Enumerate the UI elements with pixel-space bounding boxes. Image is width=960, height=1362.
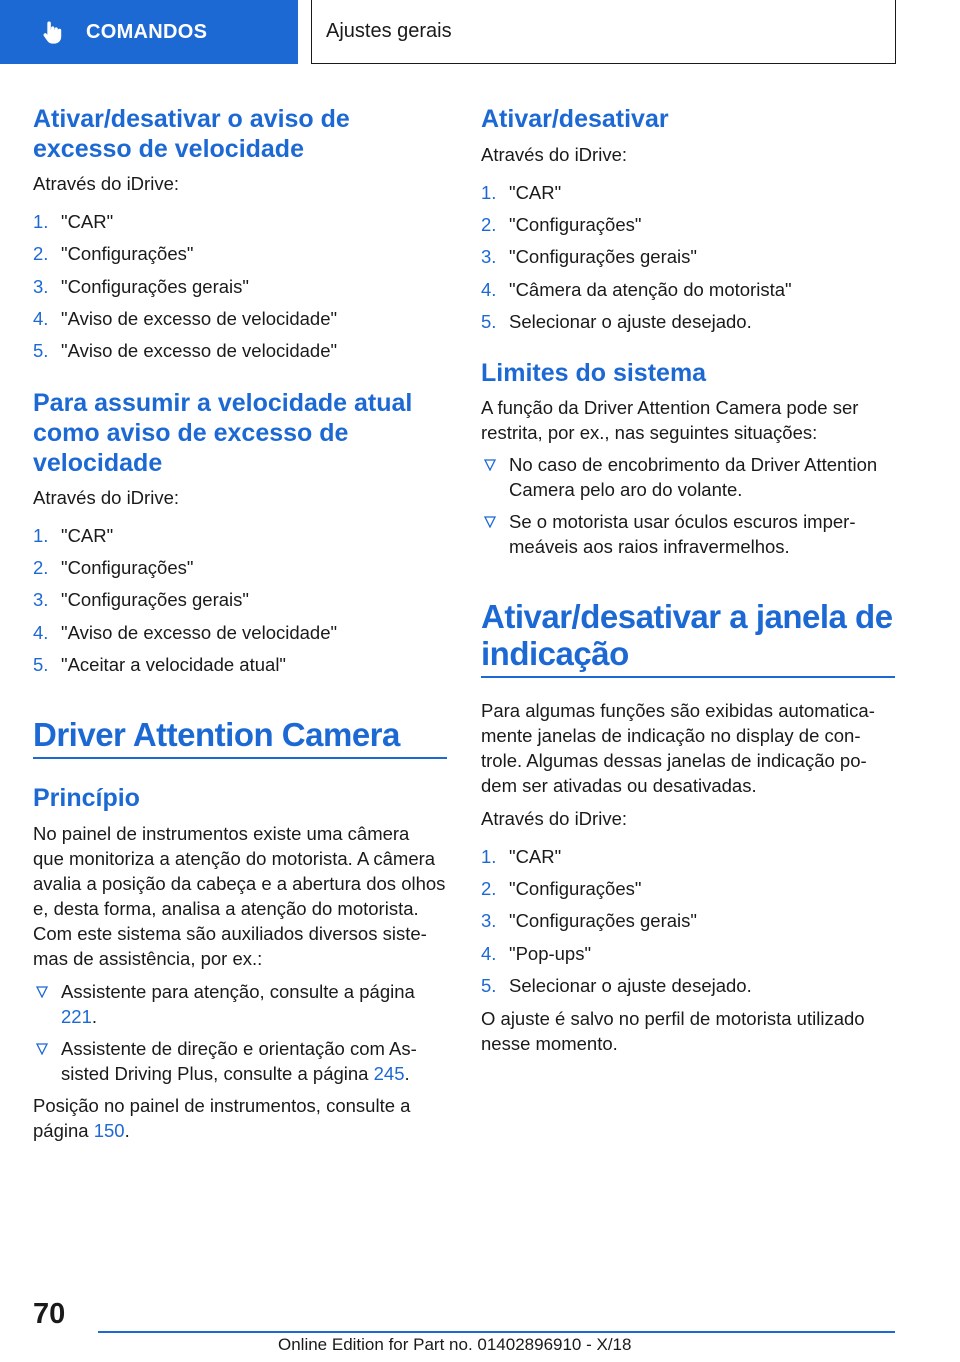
step-number: 2. xyxy=(33,557,49,578)
page-link-245[interactable]: 245 xyxy=(373,1063,405,1084)
text-line: que monitoriza a atenção do motorista. A câmera xyxy=(33,848,436,869)
text-line: dem ser ativadas ou desativadas. xyxy=(481,775,757,796)
step-number: 1. xyxy=(33,211,49,232)
bullet-text xyxy=(509,452,877,502)
text-line: trole. Algumas dessas janelas de indicação po- xyxy=(481,750,867,771)
text-line: Se o motorista usar óculos escuros imper- xyxy=(509,511,856,532)
step-number: 5. xyxy=(33,340,49,361)
speed-warning-heading xyxy=(33,104,350,164)
step-number: 4. xyxy=(33,308,49,329)
step-number: 3. xyxy=(33,276,49,297)
system-limits-heading: Limites do sistema xyxy=(481,359,707,387)
indication-window-heading xyxy=(481,598,893,672)
text-line: avalia a posição da cabeça e a abertura dos olhos xyxy=(33,873,446,894)
intro-text: Através do iDrive: xyxy=(481,808,627,829)
heading-line: como aviso de excesso de xyxy=(33,419,349,447)
step-text: "Pop-ups" xyxy=(509,943,592,964)
triangle-bullet-icon xyxy=(36,1043,48,1055)
punctuation: . xyxy=(91,1006,98,1027)
text-line: mas de assistência, por ex.: xyxy=(33,948,263,969)
step-number: 3. xyxy=(481,246,497,267)
heading-line: velocidade xyxy=(33,449,163,477)
text-line: restrita, por ex., nas seguintes situações: xyxy=(481,422,818,443)
text-line: A função da Driver Attention Camera pode ser xyxy=(481,397,859,418)
step-number: 4. xyxy=(481,279,497,300)
step-text: "Configurações gerais" xyxy=(61,589,249,610)
page-number: 70 xyxy=(33,1298,66,1330)
bullet-text xyxy=(61,1036,417,1086)
text-line: Camera pelo aro do volante. xyxy=(509,479,743,500)
limits-paragraph xyxy=(481,395,858,445)
step-number: 3. xyxy=(481,910,497,931)
step-number: 5. xyxy=(33,654,49,675)
page-link-221[interactable]: 221 xyxy=(61,1006,92,1027)
punctuation: . xyxy=(404,1063,410,1084)
text-line: nesse momento. xyxy=(481,1033,618,1054)
step-text: "CAR" xyxy=(61,525,114,546)
closing-paragraph xyxy=(481,1006,865,1056)
step-text: Selecionar o ajuste desejado. xyxy=(509,975,752,996)
step-text: "Configurações" xyxy=(509,214,642,235)
text-line: Para algumas funções são exibidas automatica- xyxy=(481,700,875,721)
step-text: "Aceitar a velocidade atual" xyxy=(61,654,286,675)
step-number: 2. xyxy=(481,878,497,899)
step-number: 3. xyxy=(33,589,49,610)
chapter-tab[interactable] xyxy=(0,0,298,64)
step-number: 4. xyxy=(33,622,49,643)
adopt-speed-heading xyxy=(33,388,412,478)
step-text: "Aviso de excesso de velocidade" xyxy=(61,622,338,643)
text-line: No painel de instrumentos existe uma câmera xyxy=(33,823,410,844)
heading-line: excesso de velocidade xyxy=(33,135,304,163)
triangle-bullet-icon xyxy=(484,516,496,528)
text-line: mente janelas de indicação no display de con- xyxy=(481,725,861,746)
step-text: "CAR" xyxy=(61,211,114,232)
text-line: sisted Driving Plus, consulte a página xyxy=(61,1063,369,1084)
activate-deactivate-heading: Ativar/desativar xyxy=(481,105,669,133)
step-text: "Configurações gerais" xyxy=(61,276,249,297)
punctuation: . xyxy=(124,1120,130,1141)
text-line: meáveis aos raios infravermelhos. xyxy=(509,536,790,557)
position-paragraph xyxy=(33,1093,410,1143)
bullet-text xyxy=(509,509,856,559)
step-text: "Configurações" xyxy=(61,243,194,264)
intro-text: Através do iDrive: xyxy=(33,173,179,194)
step-text: "Configurações" xyxy=(509,878,642,899)
text-line: e, desta forma, analisa a atenção do motorista. xyxy=(33,898,419,919)
heading-line: indicação xyxy=(481,635,629,672)
indication-paragraph xyxy=(481,698,875,798)
heading-line: Ativar/desativar o aviso de xyxy=(33,105,350,133)
step-number: 5. xyxy=(481,311,497,332)
step-text: "Configurações gerais" xyxy=(509,910,697,931)
step-text: Selecionar o ajuste desejado. xyxy=(509,311,752,332)
section-title xyxy=(311,0,896,64)
text-line: página xyxy=(33,1120,89,1141)
heading-line: Para assumir a velocidade atual xyxy=(33,389,413,417)
chapter-tab-label: COMANDOS xyxy=(86,20,208,43)
step-number: 1. xyxy=(481,846,497,867)
step-number: 2. xyxy=(33,243,49,264)
driver-attention-heading: Driver Attention Camera xyxy=(33,716,400,753)
step-text: "Configurações" xyxy=(61,557,194,578)
text-line: No caso de encobrimento da Driver Attention xyxy=(509,454,878,475)
step-text: "Câmera da atenção do motorista" xyxy=(509,279,792,300)
intro-text: Através do iDrive: xyxy=(33,487,179,508)
step-number: 1. xyxy=(481,182,497,203)
triangle-bullet-icon xyxy=(484,459,496,471)
step-number: 1. xyxy=(33,525,49,546)
page-link-150[interactable]: 150 xyxy=(93,1120,125,1141)
step-text: "Aviso de excesso de velocidade" xyxy=(61,340,338,361)
text-line: Assistente para atenção, consulte a página xyxy=(61,981,415,1002)
footer-edition: Online Edition for Part no. 01402896910 - X/18 xyxy=(278,1335,632,1354)
step-text: "CAR" xyxy=(509,182,562,203)
heading-rule xyxy=(481,676,895,678)
intro-text: Através do iDrive: xyxy=(481,144,627,165)
section-title-text: Ajustes gerais xyxy=(326,20,452,42)
text-line: Assistente de direção e orientação com As- xyxy=(61,1038,417,1059)
text-line: Posição no painel de instrumentos, consulte a xyxy=(33,1095,411,1116)
heading-rule xyxy=(33,757,447,759)
triangle-bullet-icon xyxy=(36,986,48,998)
text-line: O ajuste é salvo no perfil de motorista utilizado xyxy=(481,1008,865,1029)
footer-rule xyxy=(98,1331,895,1333)
step-number: 2. xyxy=(481,214,497,235)
step-number: 5. xyxy=(481,975,497,996)
heading-line: Ativar/desativar a janela de xyxy=(481,598,893,635)
text-line: Com este sistema são auxiliados diversos siste- xyxy=(33,923,427,944)
step-number: 4. xyxy=(481,943,497,964)
step-text: "Configurações gerais" xyxy=(509,246,697,267)
principle-paragraph xyxy=(33,821,445,971)
hand-pointer-icon xyxy=(38,18,66,46)
step-text: "Aviso de excesso de velocidade" xyxy=(61,308,338,329)
bullet-text xyxy=(61,979,415,1029)
step-text: "CAR" xyxy=(509,846,562,867)
principle-heading: Princípio xyxy=(33,784,140,812)
